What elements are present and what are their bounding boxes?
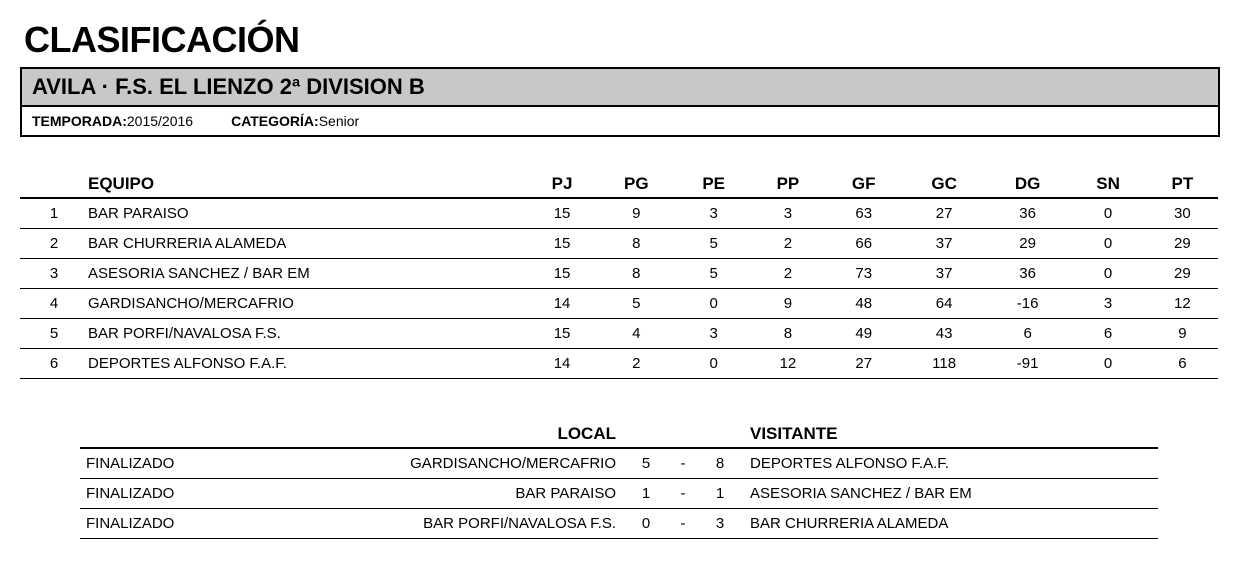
match-visitor-team: DEPORTES ALFONSO F.A.F. <box>750 448 1158 479</box>
table-row <box>20 198 1218 229</box>
cell-pp: 8 <box>751 319 825 349</box>
col-pt: PT <box>1147 170 1218 198</box>
match-status: FINALIZADO <box>80 509 326 539</box>
col-pp: PP <box>751 170 825 198</box>
cell-pg: 8 <box>596 229 676 259</box>
col-visitante: VISITANTE <box>750 420 1158 448</box>
cell-pe: 3 <box>677 319 751 349</box>
match-separator: - <box>676 448 690 479</box>
cell-gf: 73 <box>825 259 902 289</box>
results-header-row <box>80 420 1158 448</box>
cell-sn: 0 <box>1069 259 1146 289</box>
cell-gf: 48 <box>825 289 902 319</box>
table-row <box>20 259 1218 289</box>
cell-position: 5 <box>20 319 88 349</box>
table-row <box>20 319 1218 349</box>
cell-pt: 6 <box>1147 349 1218 379</box>
cell-gc: 27 <box>902 198 986 229</box>
table-row <box>20 349 1218 379</box>
cell-dg: 36 <box>986 259 1070 289</box>
cell-dg: 6 <box>986 319 1070 349</box>
standings-table <box>20 170 1218 379</box>
cell-pj: 14 <box>528 349 596 379</box>
cell-team: DEPORTES ALFONSO F.A.F. <box>88 349 528 379</box>
cell-gf: 63 <box>825 198 902 229</box>
cell-gc: 43 <box>902 319 986 349</box>
match-row <box>80 479 1158 509</box>
col-dg: DG <box>986 170 1070 198</box>
col-home-score <box>616 420 676 448</box>
col-pj: PJ <box>528 170 596 198</box>
cell-pg: 4 <box>596 319 676 349</box>
category-label: CATEGORÍA: <box>231 113 319 129</box>
season-group <box>32 113 193 129</box>
match-away-score: 3 <box>690 509 750 539</box>
cell-dg: 36 <box>986 198 1070 229</box>
results-table <box>80 420 1158 539</box>
cell-dg: -91 <box>986 349 1070 379</box>
cell-gf: 49 <box>825 319 902 349</box>
cell-position: 4 <box>20 289 88 319</box>
match-local-team: BAR PARAISO <box>326 479 616 509</box>
cell-pp: 2 <box>751 229 825 259</box>
cell-position: 6 <box>20 349 88 379</box>
match-status: FINALIZADO <box>80 479 326 509</box>
col-gc: GC <box>902 170 986 198</box>
cell-team: ASESORIA SANCHEZ / BAR EM <box>88 259 528 289</box>
match-visitor-team: ASESORIA SANCHEZ / BAR EM <box>750 479 1158 509</box>
cell-gc: 37 <box>902 259 986 289</box>
col-separator <box>676 420 690 448</box>
cell-pt: 12 <box>1147 289 1218 319</box>
match-away-score: 1 <box>690 479 750 509</box>
cell-sn: 0 <box>1069 229 1146 259</box>
season-label: TEMPORADA: <box>32 113 127 129</box>
category-group <box>231 113 359 129</box>
cell-sn: 3 <box>1069 289 1146 319</box>
cell-sn: 0 <box>1069 349 1146 379</box>
standings-header-row <box>20 170 1218 198</box>
page-title: CLASIFICACIÓN <box>24 19 300 60</box>
cell-pj: 14 <box>528 289 596 319</box>
cell-sn: 0 <box>1069 198 1146 229</box>
match-home-score: 5 <box>616 448 676 479</box>
cell-dg: -16 <box>986 289 1070 319</box>
season-info <box>22 107 1218 135</box>
cell-pt: 30 <box>1147 198 1218 229</box>
cell-pt: 29 <box>1147 229 1218 259</box>
cell-team: BAR PORFI/NAVALOSA F.S. <box>88 319 528 349</box>
cell-position: 3 <box>20 259 88 289</box>
cell-pe: 0 <box>677 289 751 319</box>
cell-pt: 9 <box>1147 319 1218 349</box>
cell-pj: 15 <box>528 259 596 289</box>
cell-position: 1 <box>20 198 88 229</box>
cell-pg: 9 <box>596 198 676 229</box>
col-equipo: EQUIPO <box>88 170 528 198</box>
match-home-score: 0 <box>616 509 676 539</box>
match-row <box>80 509 1158 539</box>
cell-pe: 5 <box>677 229 751 259</box>
cell-gc: 64 <box>902 289 986 319</box>
table-row <box>20 229 1218 259</box>
cell-pp: 2 <box>751 259 825 289</box>
season-value: 2015/2016 <box>126 113 194 129</box>
cell-team: BAR CHURRERIA ALAMEDA <box>88 229 528 259</box>
col-sn: SN <box>1069 170 1146 198</box>
cell-pe: 0 <box>677 349 751 379</box>
match-away-score: 8 <box>690 448 750 479</box>
cell-pp: 9 <box>751 289 825 319</box>
cell-dg: 29 <box>986 229 1070 259</box>
col-away-score <box>690 420 750 448</box>
match-separator: - <box>676 509 690 539</box>
match-visitor-team: BAR CHURRERIA ALAMEDA <box>750 509 1158 539</box>
cell-pj: 15 <box>528 198 596 229</box>
col-status <box>80 420 326 448</box>
match-status: FINALIZADO <box>80 448 326 479</box>
col-pg: PG <box>596 170 676 198</box>
cell-pp: 3 <box>751 198 825 229</box>
cell-pe: 5 <box>677 259 751 289</box>
table-row <box>20 289 1218 319</box>
match-local-team: GARDISANCHO/MERCAFRIO <box>326 448 616 479</box>
cell-pp: 12 <box>751 349 825 379</box>
col-local: LOCAL <box>326 420 616 448</box>
cell-pg: 5 <box>596 289 676 319</box>
cell-team: GARDISANCHO/MERCAFRIO <box>88 289 528 319</box>
cell-gc: 37 <box>902 229 986 259</box>
col-pe: PE <box>677 170 751 198</box>
cell-team: BAR PARAISO <box>88 198 528 229</box>
cell-pj: 15 <box>528 319 596 349</box>
cell-pe: 3 <box>677 198 751 229</box>
cell-position: 2 <box>20 229 88 259</box>
match-row <box>80 448 1158 479</box>
col-gf: GF <box>825 170 902 198</box>
match-home-score: 1 <box>616 479 676 509</box>
cell-pg: 2 <box>596 349 676 379</box>
cell-pt: 29 <box>1147 259 1218 289</box>
league-title: AVILA · F.S. EL LIENZO 2ª DIVISION B <box>22 69 1218 107</box>
cell-gc: 118 <box>902 349 986 379</box>
cell-pg: 8 <box>596 259 676 289</box>
competition-header <box>20 67 1220 137</box>
cell-pj: 15 <box>528 229 596 259</box>
category-value: Senior <box>318 113 360 129</box>
cell-gf: 27 <box>825 349 902 379</box>
cell-sn: 6 <box>1069 319 1146 349</box>
col-position <box>20 170 88 198</box>
cell-gf: 66 <box>825 229 902 259</box>
match-local-team: BAR PORFI/NAVALOSA F.S. <box>326 509 616 539</box>
match-separator: - <box>676 479 690 509</box>
